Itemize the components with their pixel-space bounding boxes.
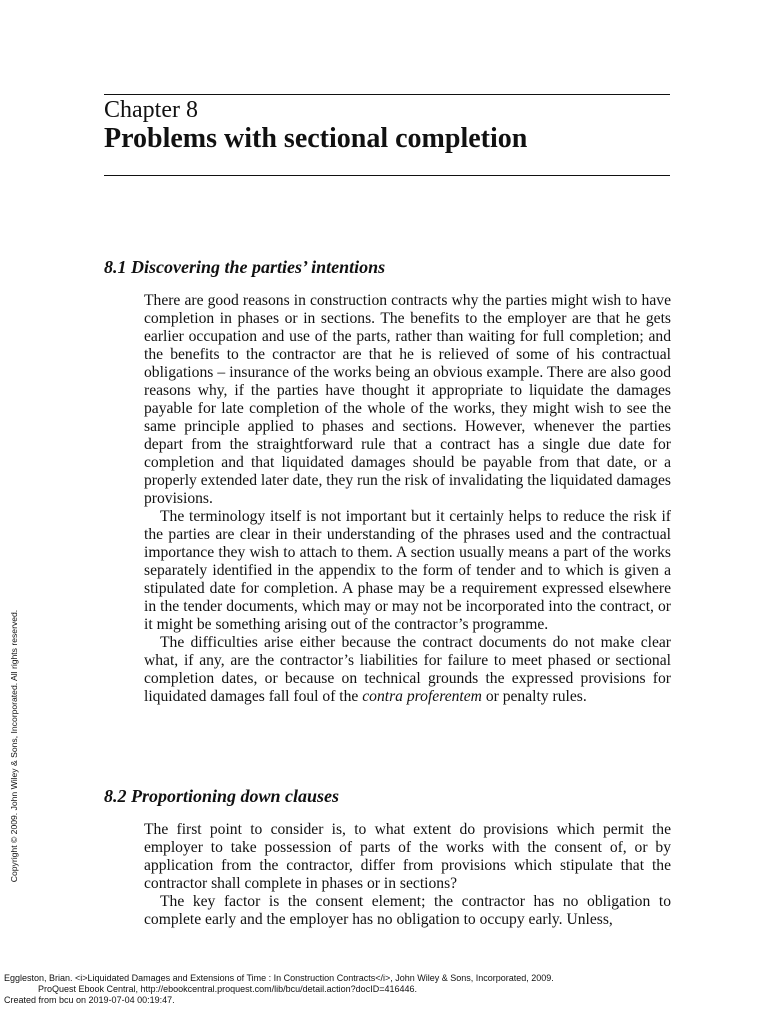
- citation-line: Eggleston, Brian. <i>Liquidated Damages and Extensions of Time : In Construction Contracts</i>, John Wiley & Sons, Incorporated, 2009.: [4, 973, 554, 983]
- citation-line: ProQuest Ebook Central, http://ebookcentral.proquest.com/lib/bcu/detail.action?docID=416446.: [38, 984, 417, 994]
- top-rule: [104, 94, 670, 95]
- bottom-rule: [104, 175, 670, 176]
- section-heading: 8.1 Discovering the parties’ intentions: [104, 257, 386, 277]
- citation-footer: [4, 973, 554, 1006]
- paragraph: The key factor is the consent element; the contractor has no obligation to complete early and the employer has no obligation to occupy early. Unless,: [144, 893, 671, 928]
- section-heading: 8.2 Proportioning down clauses: [104, 786, 340, 806]
- section-body: [144, 821, 671, 929]
- paragraph-text: or penalty rules.: [481, 688, 587, 705]
- copyright-notice: Copyright © 2009. John Wiley & Sons, Incorporated. All rights reserved.: [9, 609, 19, 883]
- paragraph-text: The difficulties arise either because the contract documents do not make clear what, if any, are the contractor’s liabilities for failure to meet phased or sectional completion dates, or because on technical grounds the expressed provisions for liquidated damages fall foul of the: [144, 634, 671, 705]
- chapter-title: Problems with sectional completion: [104, 123, 528, 154]
- paragraph: The first point to consider is, to what extent do provisions which permit the employer to take possession of parts of the works with the consent of, or by application from the contractor, differ from provisions which stipulate that the contractor shall complete in phases or in sections?: [144, 821, 671, 892]
- paragraph: There are good reasons in construction contracts why the parties might wish to have completion in phases or in sections. The benefits to the employer are that he gets earlier occupation and use of the parts, rather than waiting for full completion; and the benefits to the contractor are that he is relieved of some of his contractual obligations – insurance of the works being an obvious example. There are also good reasons why, if the parties have thought it appropriate to liquidate the damages payable for late completion of the whole of the works, they might wish to see the same principle applied to phases and sections. However, whenever the parties depart from the straightforward rule that a contract has a single due date for completion and that liquidated damages should be payable from that date, or a properly extended later date, they run the risk of invalidating the liquidated damages provisions.: [144, 292, 671, 507]
- citation-line: Created from bcu on 2019-07-04 00:19:47.: [4, 995, 175, 1005]
- paragraph: The terminology itself is not important but it certainly helps to reduce the risk if the parties are clear in their understanding of the phrases used and the contractual importance they wish to attach to them. A section usually means a part of the works separately identified in the appendix to the form of tender and to which is given a stipulated date for completion. A phase may be a requirement expressed elsewhere in the tender documents, which may or may not be incorporated into the contract, or it might be something arising out of the contractor’s programme.: [144, 508, 671, 633]
- chapter-label: Chapter 8: [104, 97, 198, 123]
- section-body: [144, 292, 671, 706]
- latin-term: contra proferentem: [362, 688, 482, 705]
- paragraph: [144, 634, 671, 706]
